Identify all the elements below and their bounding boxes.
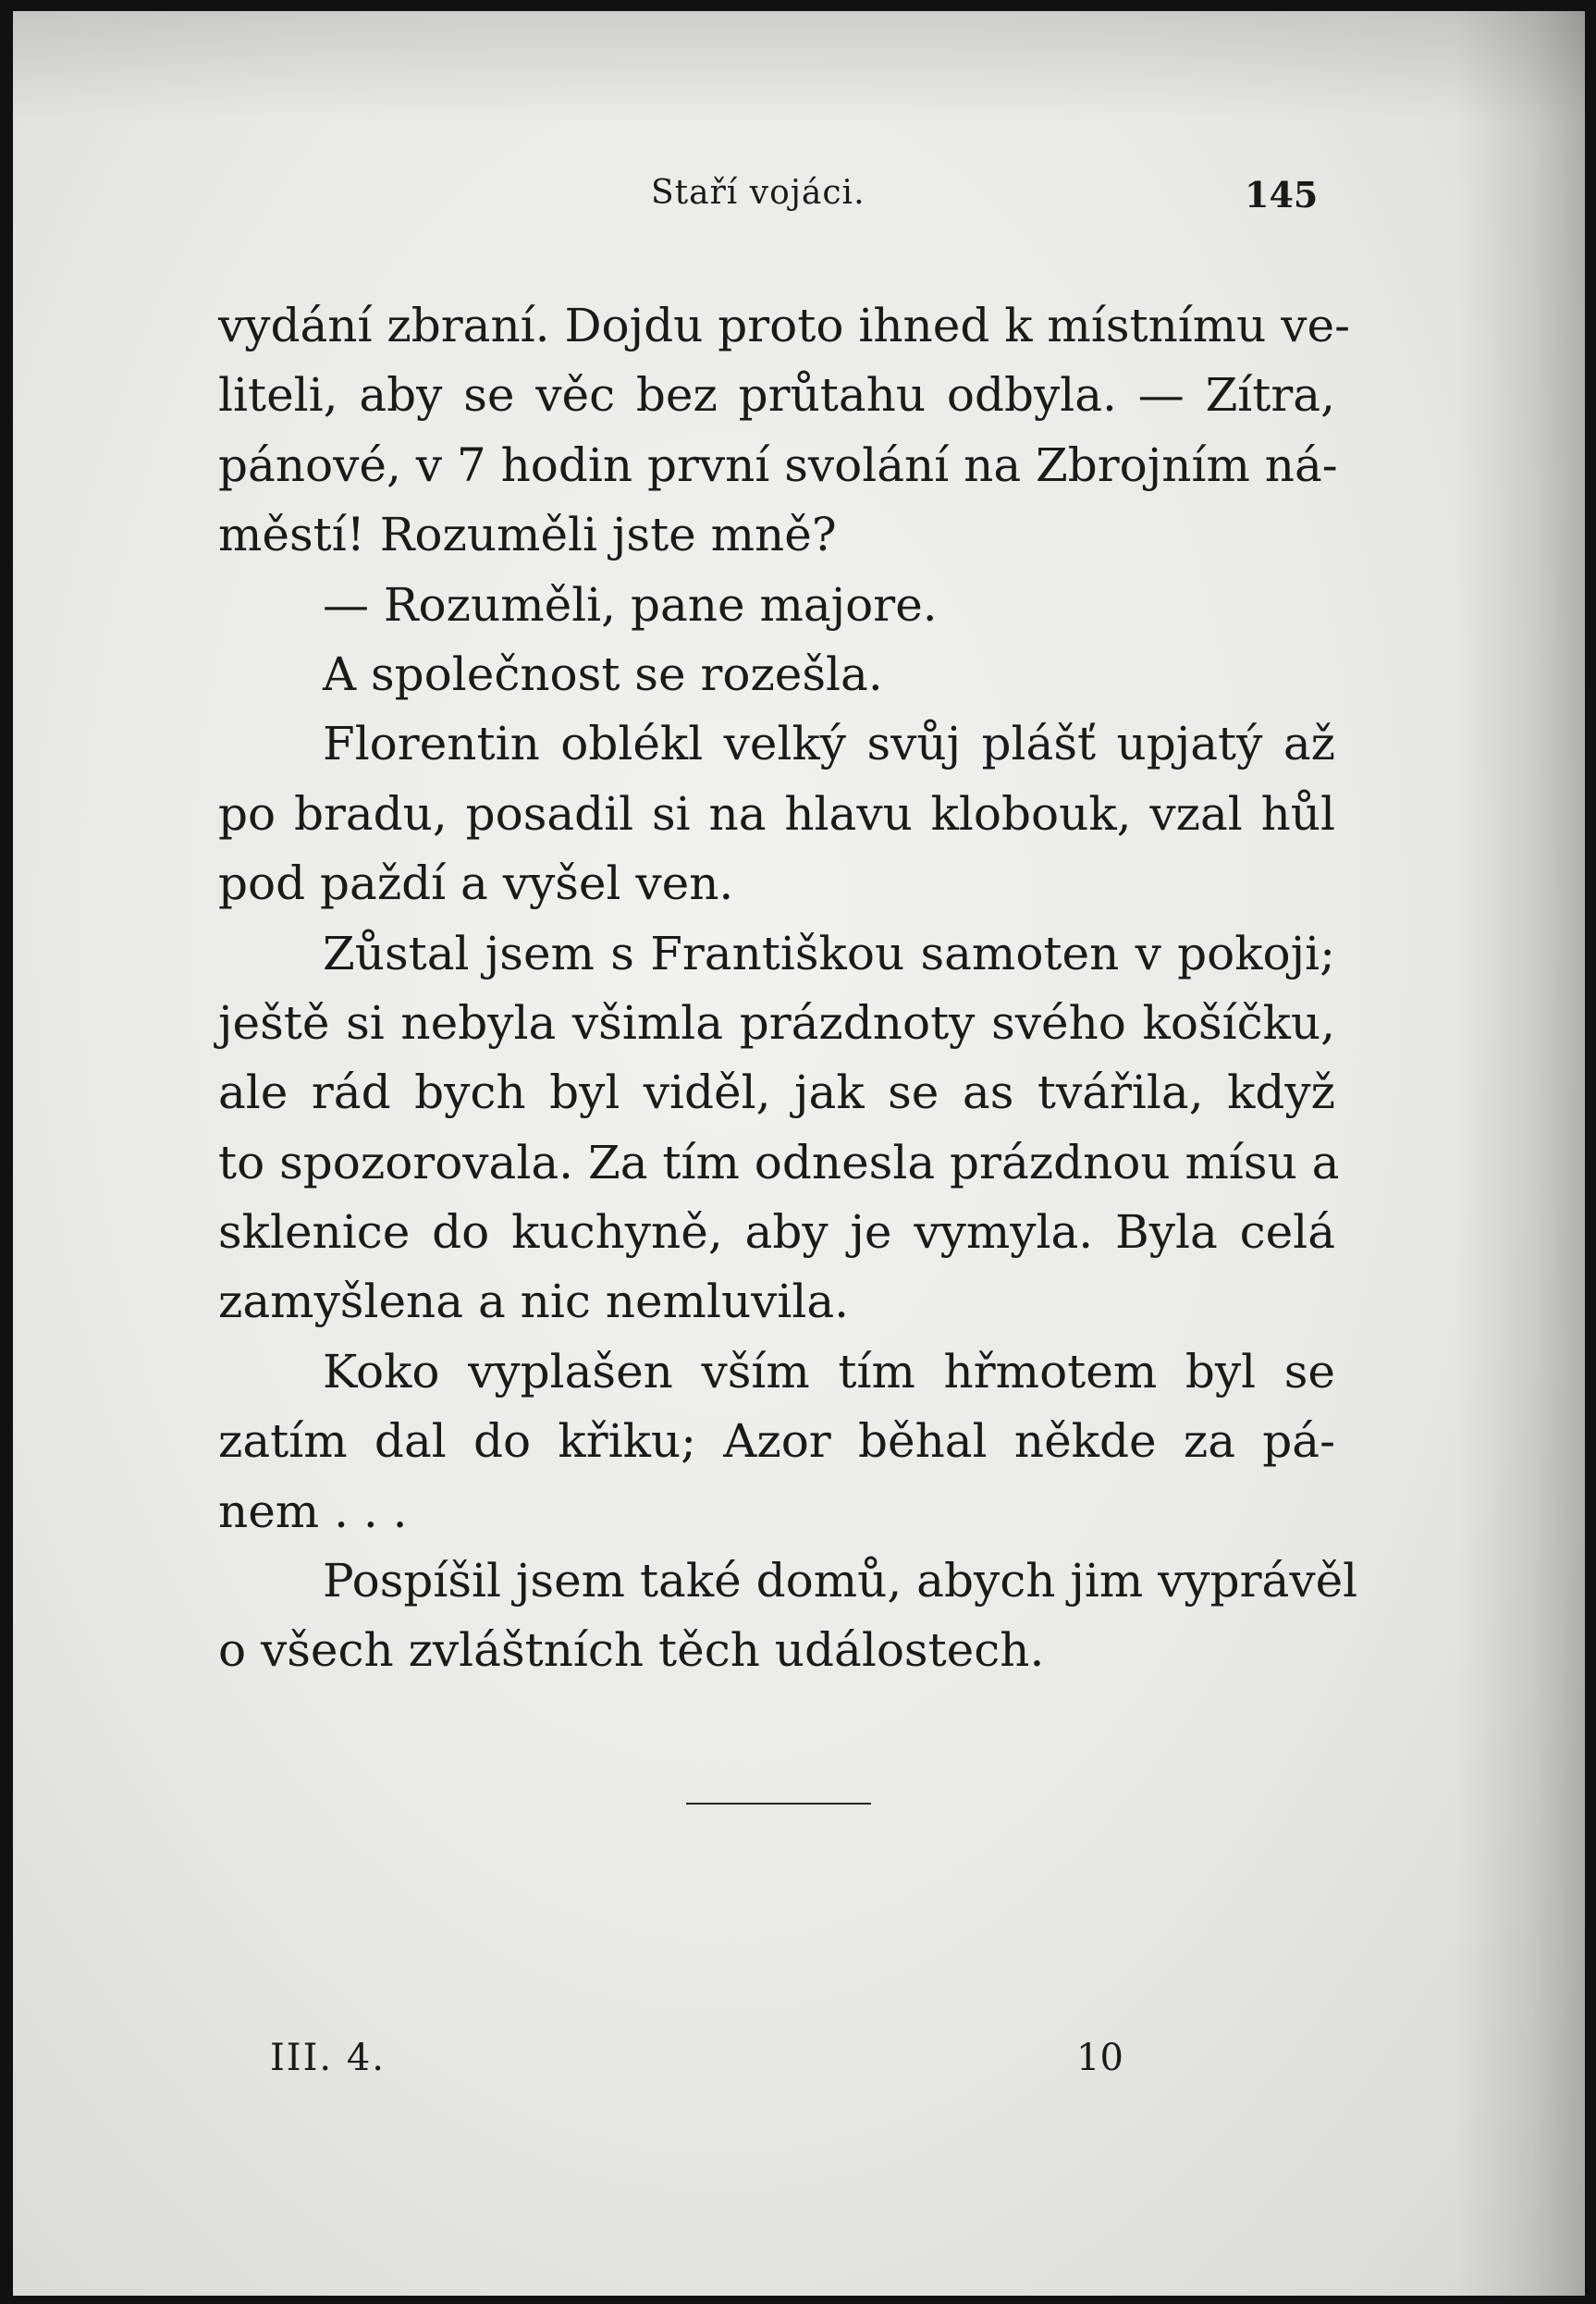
text-line: městí! Rozuměli jste mně? bbox=[218, 508, 837, 562]
body-text bbox=[218, 291, 1358, 1686]
text-line: pod paždí a vyšel ven. bbox=[218, 856, 734, 911]
book-page bbox=[13, 11, 1585, 2296]
text-line: — Rozuměli, pane majore. bbox=[323, 577, 938, 632]
page-shadow-right bbox=[1455, 11, 1585, 2296]
text-line: zatím dal do křiku; Azor běhal někde za pá- bbox=[218, 1414, 1335, 1469]
text-line: ale rád bych byl viděl, jak se as tvářila, když bbox=[218, 1066, 1335, 1120]
running-header-title: Staří vojáci. bbox=[651, 174, 866, 212]
text-line: vydání zbraní. Dojdu proto ihned k místnímu ve- bbox=[218, 299, 1350, 352]
sheet-number: 10 bbox=[1076, 2037, 1123, 2079]
text-line: o všech zvláštních těch událostech. bbox=[218, 1623, 1045, 1678]
text-line: liteli, aby se věc bez průtahu odbyla. — Zítra, bbox=[218, 368, 1335, 423]
page-shadow-top bbox=[13, 11, 1585, 122]
text-line: Florentin oblékl velký svůj plášť upjatý až bbox=[323, 717, 1335, 771]
text-line: pánové, v 7 hodin první svolání na Zbrojním ná- bbox=[218, 437, 1338, 492]
text-line: po bradu, posadil si na hlavu klobouk, vzal hůl bbox=[218, 786, 1335, 841]
text-line: Pospíšil jsem také domů, abych jim vyprávěl bbox=[323, 1554, 1358, 1608]
page-number: 145 bbox=[1245, 174, 1319, 216]
text-line: zamyšlena a nic nemluvila. bbox=[218, 1275, 850, 1329]
text-line: sklenice do kuchyně, aby je vymyla. Byla celá bbox=[218, 1205, 1335, 1260]
text-line: Koko vyplašen vším tím hřmotem byl se bbox=[323, 1344, 1335, 1398]
text-line: A společnost se rozešla. bbox=[323, 647, 883, 701]
end-rule bbox=[686, 1803, 871, 1805]
signature-mark: III. 4. bbox=[270, 2037, 386, 2079]
text-line: to spozorovala. Za tím odnesla prázdnou mísu a bbox=[218, 1135, 1340, 1189]
text-line: nem . . . bbox=[218, 1484, 408, 1538]
text-line: ještě si nebyla všimla prázdnoty svého košíčku, bbox=[218, 995, 1335, 1050]
text-line: Zůstal jsem s Františkou samoten v pokoji; bbox=[323, 926, 1335, 980]
